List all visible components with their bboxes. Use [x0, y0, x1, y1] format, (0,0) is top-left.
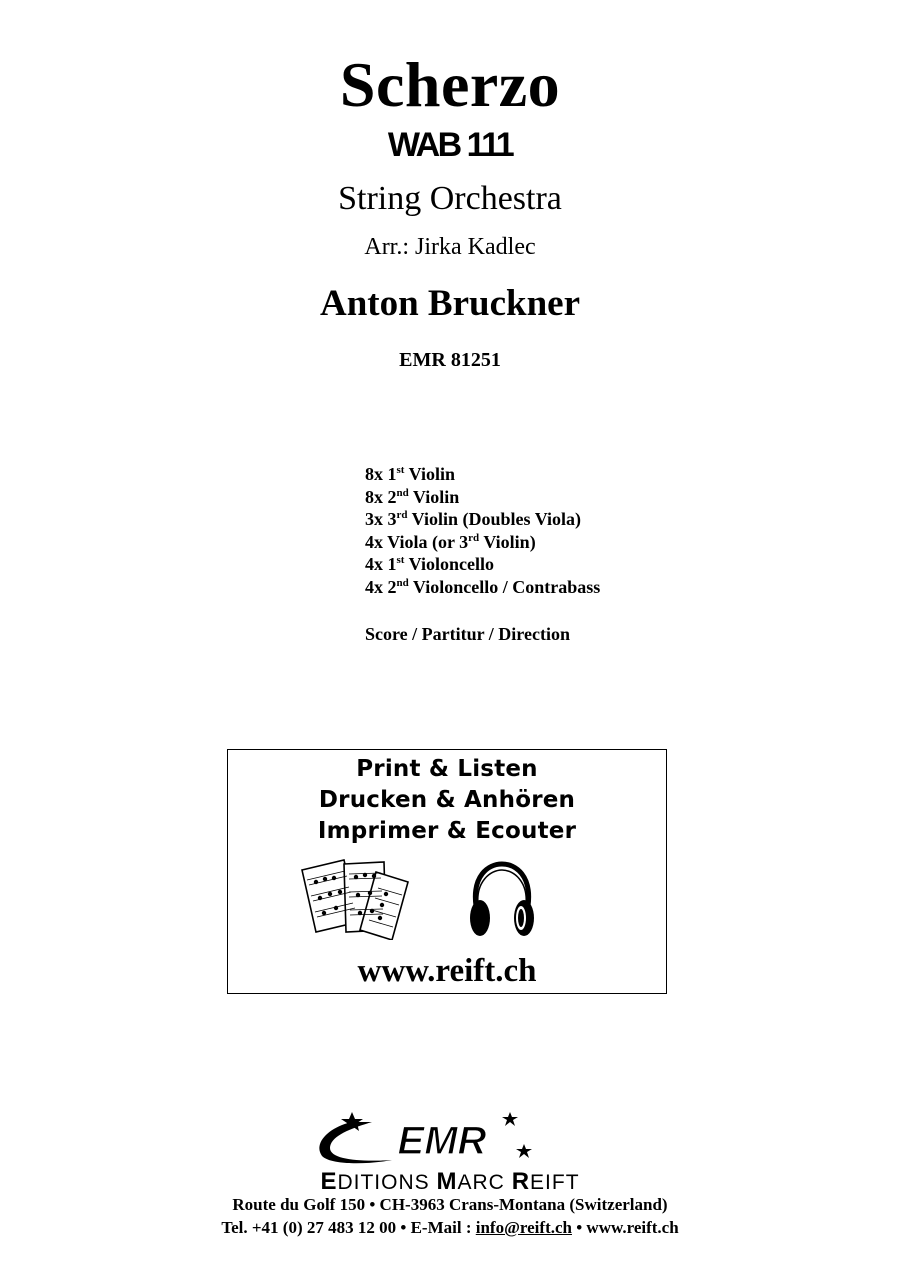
arranger: Arr.: Jirka Kadlec	[364, 234, 536, 260]
catalog-number: WAB 111	[387, 126, 513, 164]
promo-line-de: Drucken & Anhören	[318, 787, 576, 813]
ensemble: String Orchestra	[338, 180, 562, 217]
page-title: Scherzo	[339, 49, 561, 120]
instrument-row: 3x 3rd Violin (Doubles Viola)	[365, 509, 582, 529]
publisher-name: EDITIONS MARC REIFT	[320, 1168, 580, 1195]
svg-text:EMR: EMR	[397, 1119, 487, 1163]
emr-logo	[312, 1110, 542, 1170]
promo-line-en: Print & Listen	[356, 756, 538, 782]
email-link[interactable]: info@reift.ch	[475, 1218, 572, 1237]
edition-number: EMR 81251	[399, 349, 501, 371]
instrument-row: 8x 2nd Violin	[365, 486, 460, 507]
headphones-icon	[466, 860, 538, 940]
instrument-row: 4x Viola (or 3rd Violin)	[365, 531, 536, 552]
website-link[interactable]: • www.reift.ch	[571, 1218, 679, 1237]
sheet-music-icon	[300, 858, 412, 940]
publisher-address: Route du Golf 150 • CH-3963 Crans-Montana (Switzerland)	[232, 1195, 668, 1214]
publisher-contact: Tel. +41 (0) 27 483 12 00 • E-Mail : info@reift.ch • www.reift.ch	[221, 1218, 679, 1237]
instrument-row: 4x 2nd Violoncello / Contrabass	[365, 576, 601, 597]
print-listen-box	[227, 749, 667, 994]
instrument-row: 4x 1st Violoncello	[365, 554, 494, 574]
instrument-row: 8x 1st Violin	[365, 464, 455, 484]
score-line: Score / Partitur / Direction	[365, 624, 570, 644]
instrumentation-list	[365, 463, 600, 598]
promo-line-fr: Imprimer & Ecouter	[317, 818, 577, 844]
promo-url[interactable]: www.reift.ch	[357, 953, 537, 989]
composer: Anton Bruckner	[319, 283, 581, 324]
